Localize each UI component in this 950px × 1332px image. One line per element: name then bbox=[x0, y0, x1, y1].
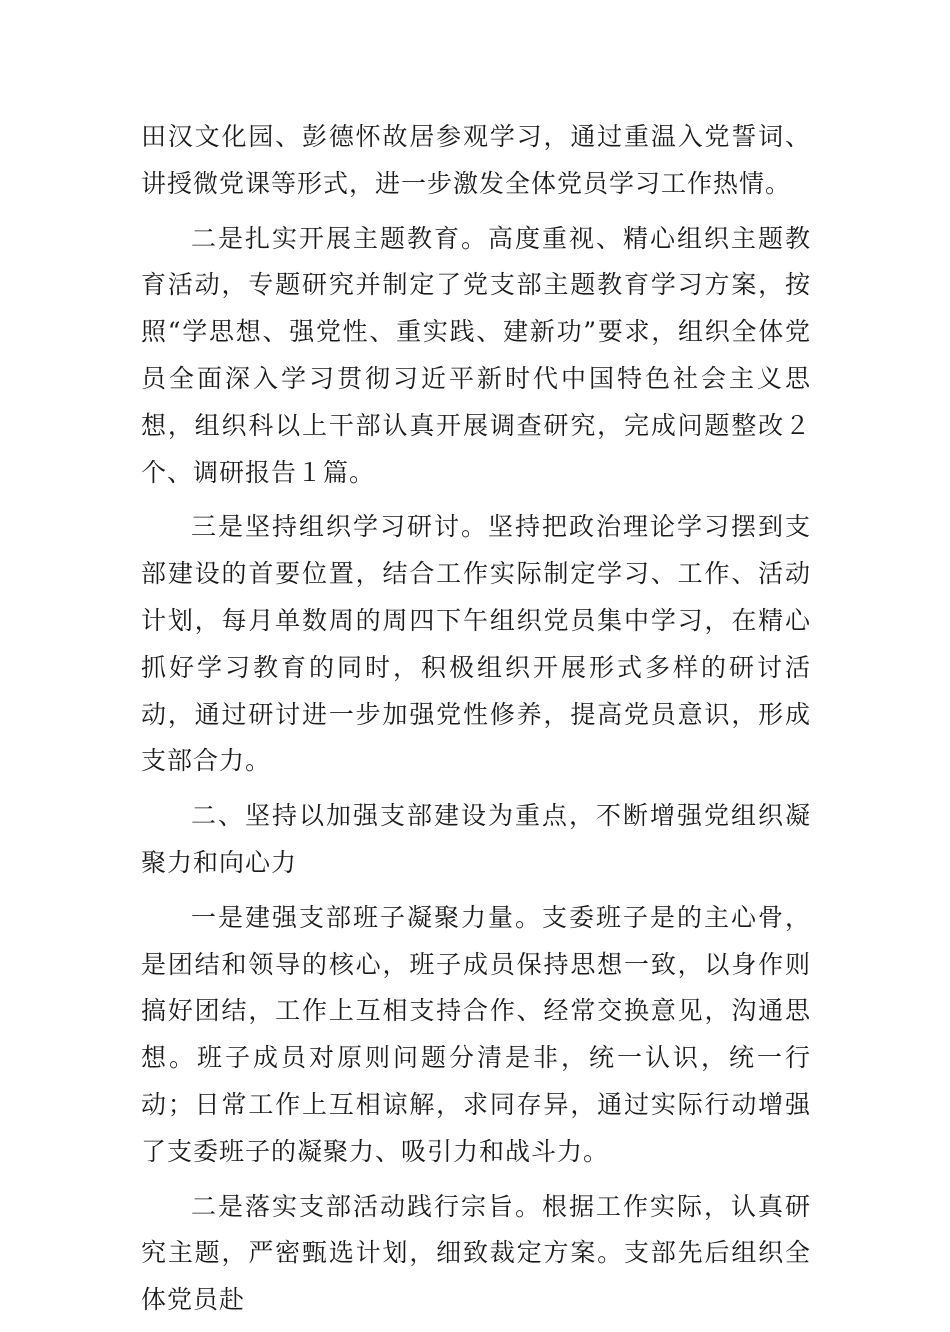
paragraph-theme-education: 二是扎实开展主题教育。高度重视、精心组织主题教育活动，专题研究并制定了党支部主题教育学习方案，按照“学思想、强党性、重实践、建新功”要求，组织全体党员全面深入学习贯彻习近平新时代中国特色社会主义思想，组织科以上干部认真开展调查研究，完成问题整改２个、调研报告１篇。 bbox=[141, 223, 811, 487]
document-body bbox=[141, 114, 811, 1332]
paragraph-branch-activities: 二是落实支部活动践行宗旨。根据工作实际，认真研究主题，严密甄选计划，细致裁定方案。支部先后组织全体党员赴 bbox=[141, 1191, 811, 1315]
paragraph-continued: 田汉文化园、彭德怀故居参观学习，通过重温入党誓词、讲授微党课等形式，进一步激发全体党员学习工作热情。 bbox=[141, 122, 811, 198]
paragraph-study-seminar: 三是坚持组织学习研讨。坚持把政治理论学习摆到支部建设的首要位置，结合工作实际制定学习、工作、活动计划，每月单数周的周四下午组织党员集中学习，在精心抓好学习教育的同时，积极组织开展形式多样的研讨活动，通过研讨进一步加强党性修养，提高党员意识，形成支部合力。 bbox=[141, 512, 811, 776]
section-heading-branch-building: 二、坚持以加强支部建设为重点，不断增强党组织凝聚力和向心力 bbox=[141, 801, 811, 877]
paragraph-branch-leadership: 一是建强支部班子凝聚力量。支委班子是的主心骨，是团结和领导的核心，班子成员保持思想一致，以身作则搞好团结，工作上互相支持合作、经常交换意见，沟通思想。班子成员对原则问题分清是非，统一认识，统一行动；日常工作上互相谅解，求同存异，通过实际行动增强了支委班子的凝聚力、吸引力和战斗力。 bbox=[141, 902, 811, 1166]
